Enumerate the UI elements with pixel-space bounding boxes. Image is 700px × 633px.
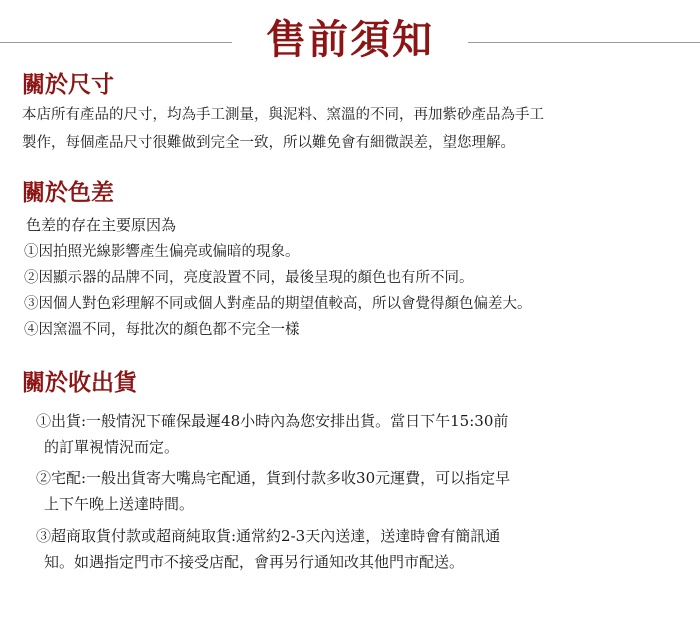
- color-item-1: ①因拍照光線影響產生偏亮或偏暗的現象。: [24, 244, 300, 260]
- color-item-3: ③因個人對色彩理解不同或個人對產品的期望值較高，所以會覺得顏色偏差大。: [24, 296, 532, 312]
- header-divider-right: [468, 42, 700, 43]
- color-item-2: ②因顯示器的品牌不同，亮度設置不同，最後呈現的顏色也有所不同。: [24, 270, 474, 286]
- color-intro: 色差的存在主要原因為: [26, 216, 177, 234]
- size-text-line-1: 本店所有產品的尺寸，均為手工測量，與泥料、窯溫的不同，再加紫砂產品為手工: [22, 107, 544, 123]
- shipping-item-1-line-2: 的訂單視情況而定。: [44, 438, 180, 456]
- page-title: 售前須知: [266, 17, 434, 63]
- header-divider-left: [0, 42, 232, 43]
- shipping-item-3-line-2: 知。如遇指定門市不接受店配，會再另行通知改其他門市配送。: [44, 553, 465, 571]
- shipping-item-2-line-2: 上下午晚上送達時間。: [44, 495, 195, 513]
- shipping-item-1-line-1: ①出貨:一般情況下確保最遲48小時內為您安排出貨。當日下午15:30前: [36, 412, 509, 430]
- size-text-line-2: 製作，每個產品尺寸很難做到完全一致，所以難免會有細微誤差，望您理解。: [22, 135, 515, 151]
- shipping-item-3-line-1: ③超商取貨付款或超商純取貨:通常約2-3天內送達，送達時會有簡訊通: [36, 527, 501, 545]
- shipping-section-title: 關於收出貨: [22, 370, 137, 396]
- header: [0, 8, 700, 70]
- shipping-item-2-line-1: ②宅配:一般出貨寄大嘴鳥宅配通，貨到付款多收30元運費，可以指定早: [36, 469, 511, 487]
- color-item-4: ④因窯溫不同，每批次的顏色都不完全一樣: [24, 322, 300, 338]
- color-section-title: 關於色差: [22, 180, 114, 206]
- size-section-title: 關於尺寸: [22, 72, 114, 98]
